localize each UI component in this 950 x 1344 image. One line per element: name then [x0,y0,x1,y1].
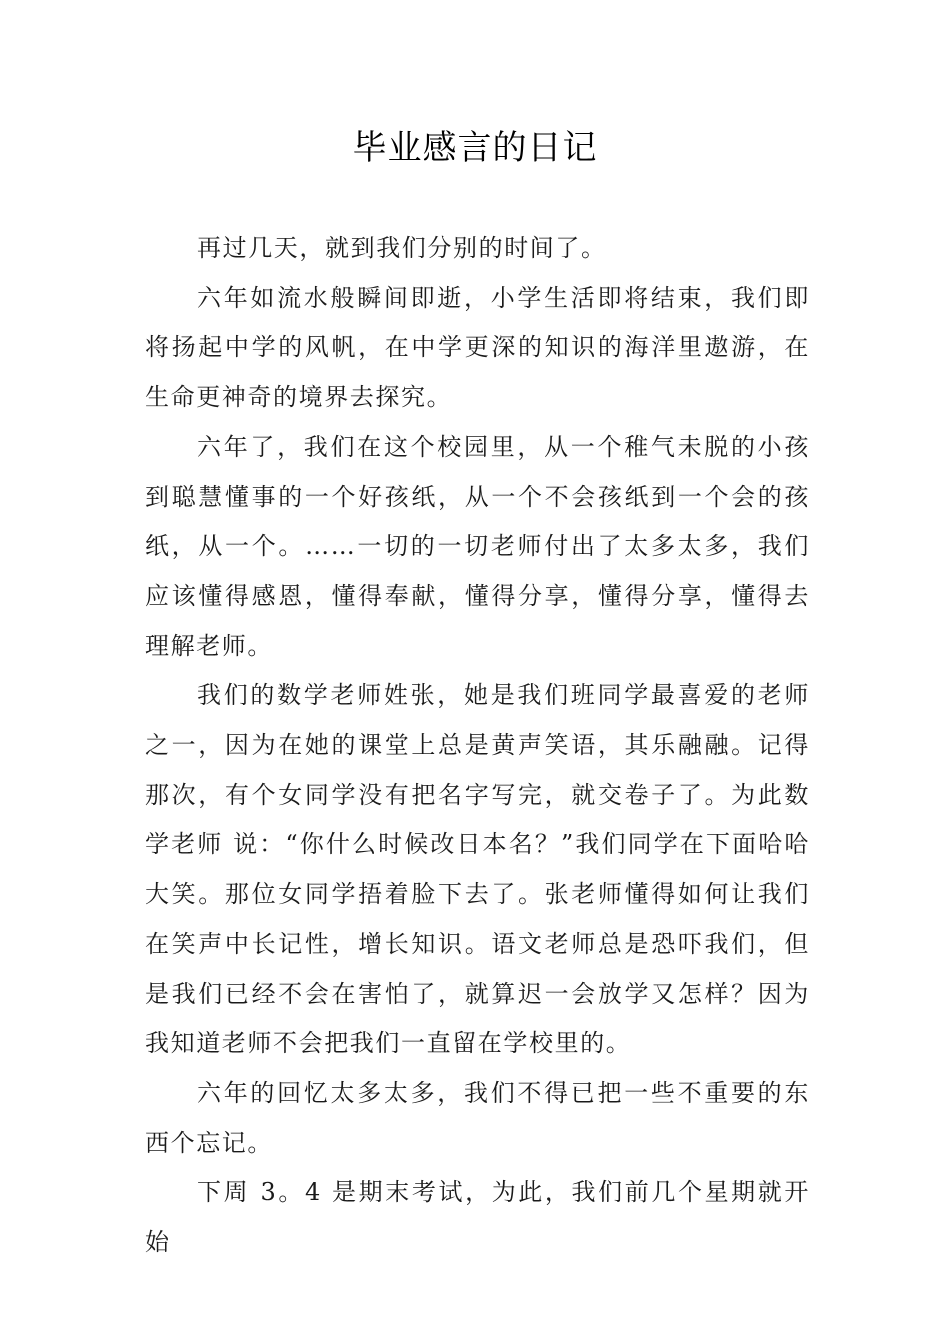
paragraph: 六年的回忆太多太多，我们不得已把一些不重要的东西个忘记。 [145,1078,810,1157]
paragraph: 我们的数学老师姓张，她是我们班同学最喜爱的老师之一，因为在她的课堂上总是黄声笑语，其乐融融。记得那次，有个女同学没有把名字写完，就交卷子了。为此数学老师 说：“你什么时候改日本名？”我们同学在下面哈哈大笑。那位女同学捂着脸下去了。张老师懂得如何让我们在笑声中长记性，增长知识。语文老师总是恐吓我们，但是我们已经不会在害怕了，就算迟一会放学又怎样？因为我知道老师不会把我们一直留在学校里的。 [145,681,810,1058]
paragraph: 六年如流水般瞬间即逝，小学生活即将结束，我们即将扬起中学的风帆，在中学更深的知识的海洋里遨游，在生命更神奇的境界去探究。 [145,283,810,412]
paragraph: 下周 3。4 是期末考试，为此，我们前几个星期就开始 [145,1178,810,1257]
paragraph: 再过几天，就到我们分别的时间了。 [197,234,607,262]
paragraph: 六年了，我们在这个校园里，从一个稚气未脱的小孩到聪慧懂事的一个好孩纸，从一个不会孩纸到一个会的孩纸，从一个。……一切的一切老师付出了太多太多，我们应该懂得感恩，懂得奉献，懂得分享，懂得分享，懂得去理解老师。 [145,432,810,660]
document-title: 毕业感言的日记 [352,128,598,168]
document-body [145,224,810,1268]
